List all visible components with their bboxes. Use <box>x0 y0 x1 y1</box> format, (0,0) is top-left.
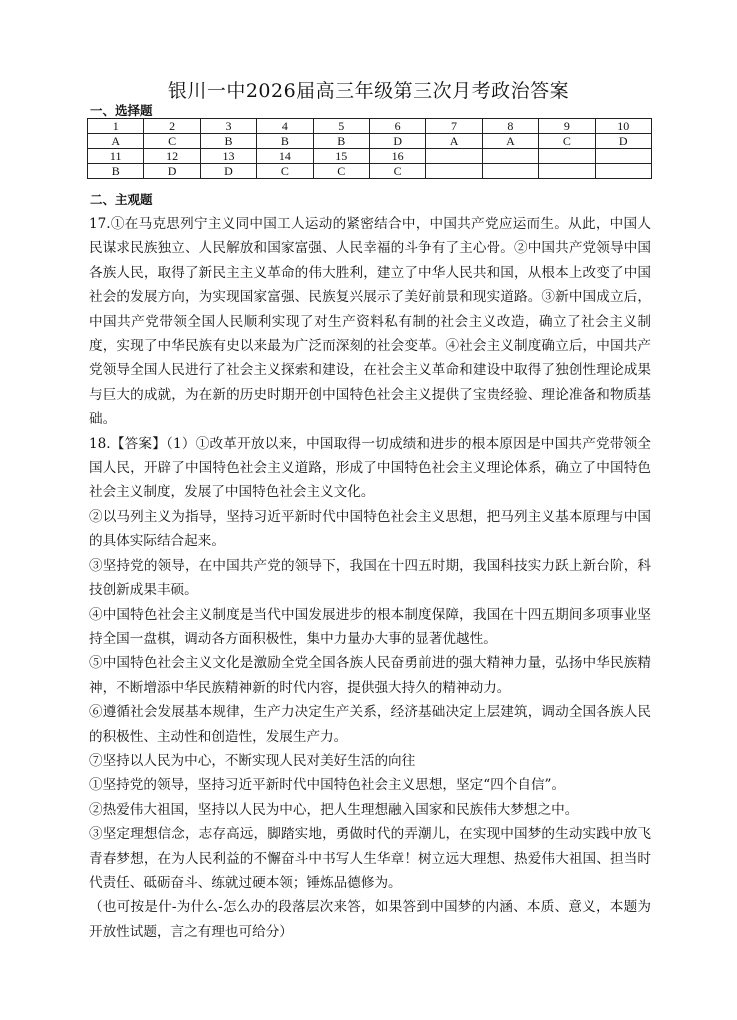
table-row <box>88 134 652 149</box>
table-cell: D <box>595 134 651 149</box>
table-cell: A <box>88 134 144 149</box>
answer-paragraph: ⑤中国特色社会主义文化是激励全党全国各族人民奋勇前进的强大精神力量，弘扬中华民族精神，不断增添中华民族精神新的时代内容，提供强大持久的精神动力。 <box>89 655 651 696</box>
table-cell: C <box>539 134 595 149</box>
table-cell: C <box>313 164 369 179</box>
table-cell: 1 <box>88 119 144 134</box>
table-cell: 5 <box>313 119 369 134</box>
table-cell: 6 <box>369 119 425 134</box>
table-cell: B <box>88 164 144 179</box>
table-cell: D <box>200 164 256 179</box>
table-cell: 4 <box>257 119 313 134</box>
table-cell: 2 <box>144 119 200 134</box>
answer-paragraph: ④中国特色社会主义制度是当代中国发展进步的根本制度保障，我国在十四五期间多项事业坚持全国一盘棋，调动各方面积极性，集中力量办大事的显著优越性。 <box>89 606 651 647</box>
page-title: 银川一中2026届高三年级第三次月考政治答案 <box>167 80 570 102</box>
table-cell: D <box>369 134 425 149</box>
table-cell: 15 <box>313 149 369 164</box>
table-cell: 14 <box>257 149 313 164</box>
table-row <box>88 119 652 134</box>
answer-paragraph: ①坚持党的领导，坚持习近平新时代中国特色社会主义思想，坚定“四个自信”。 <box>89 777 566 794</box>
table-cell: 7 <box>426 119 482 134</box>
answer-paragraph: ③坚持党的领导，在中国共产党的领导下，我国在十四五时期，我国科技实力跃上新台阶，科技创新成果丰硕。 <box>89 557 651 599</box>
table-cell <box>595 164 651 179</box>
table-cell: 16 <box>369 149 425 164</box>
table-cell: C <box>369 164 425 179</box>
answer-body <box>89 212 651 944</box>
table-cell <box>595 149 651 164</box>
table-cell: 11 <box>88 149 144 164</box>
table-cell: 8 <box>482 119 538 134</box>
table-cell <box>539 164 595 179</box>
table-cell: C <box>144 134 200 149</box>
section-heading-choice: 一、选择题 <box>90 103 153 118</box>
table-cell: D <box>144 164 200 179</box>
answer-paragraph: ②热爱伟大祖国，坚持以人民为中心，把人生理想融入国家和民族伟大梦想之中。 <box>89 801 579 818</box>
table-cell: B <box>200 134 256 149</box>
table-cell: A <box>426 134 482 149</box>
table-cell: 10 <box>595 119 651 134</box>
table-cell: 12 <box>144 149 200 164</box>
answer-paragraph: ⑦坚持以人民为中心，不断实现人民对美好生活的向往 <box>89 752 416 769</box>
section-heading-subjective: 二、主观题 <box>90 192 153 207</box>
table-cell <box>482 164 538 179</box>
table-row <box>88 164 652 179</box>
table-cell: C <box>257 164 313 179</box>
table-row <box>88 149 652 164</box>
answer-paragraph: ⑥遵循社会发展基本规律，生产力决定生产关系，经济基础决定上层建筑，调动全国各族人民的积极性、主动性和创造性，发展生产力。 <box>89 704 651 745</box>
table-cell: B <box>257 134 313 149</box>
table-cell: 13 <box>200 149 256 164</box>
table-cell <box>482 149 538 164</box>
table-cell: 3 <box>200 119 256 134</box>
answer-paragraph: （也可按是什-为什么-怎么办的段落层次来答，如果答到中国梦的内涵、本质、意义，本题为开放性试题，言之有理也可给分） <box>89 899 651 940</box>
answer-paragraph: ③坚定理想信念，志存高远，脚踏实地，勇做时代的弄潮儿，在实现中国梦的生动实践中放飞青春梦想，在为人民利益的不懈奋斗中书写人生华章！树立远大理想、热爱伟大祖国、担当时代责任、砥砺奋斗、练就过硬本领；锤炼品德修为。 <box>89 826 651 891</box>
answer-paragraph: 17.①在马克思列宁主义同中国工人运动的紧密结合中，中国共产党应运而生。从此，中国人民谋求民族独立、人民解放和国家富强、人民幸福的斗争有了主心骨。②中国共产党领导中国各族人民，取得了新民主主义革命的伟大胜利，建立了中华人民共和国，从根本上改变了中国社会的发展方向，为实现国家富强、民族复兴展示了美好前景和现实道路。③新中国成立后，中国共产党带领全国人民顺利实现了对生产资料私有制的社会主义改造，确立了社会主义制度，实现了中华民族有史以来最为广泛而深刻的社会变革。④社会主义制度确立后，中国共产党领导全国人民进行了社会主义探索和建设，在社会主义革命和建设中取得了独创性理论成果与巨大的成就，为在新的历史时期开创中国特色社会主义提供了宝贵经验、理论准备和物质基础。 <box>89 216 651 428</box>
table-cell <box>426 164 482 179</box>
table-cell: A <box>482 134 538 149</box>
answer-paragraph: ②以马列主义为指导，坚持习近平新时代中国特色社会主义思想，把马列主义基本原理与中国的具体实际结合起来。 <box>89 508 651 550</box>
answer-paragraph: 18.【答案】（1）①改革开放以来，中国取得一切成绩和进步的根本原因是中国共产党带领全国人民，开辟了中国特色社会主义道路，形成了中国特色社会主义理论体系，确立了中国特色社会主义制度，发展了中国特色社会主义文化。 <box>89 435 651 501</box>
answer-table <box>87 118 652 179</box>
table-cell: 9 <box>539 119 595 134</box>
table-cell <box>539 149 595 164</box>
table-cell: B <box>313 134 369 149</box>
table-cell <box>426 149 482 164</box>
